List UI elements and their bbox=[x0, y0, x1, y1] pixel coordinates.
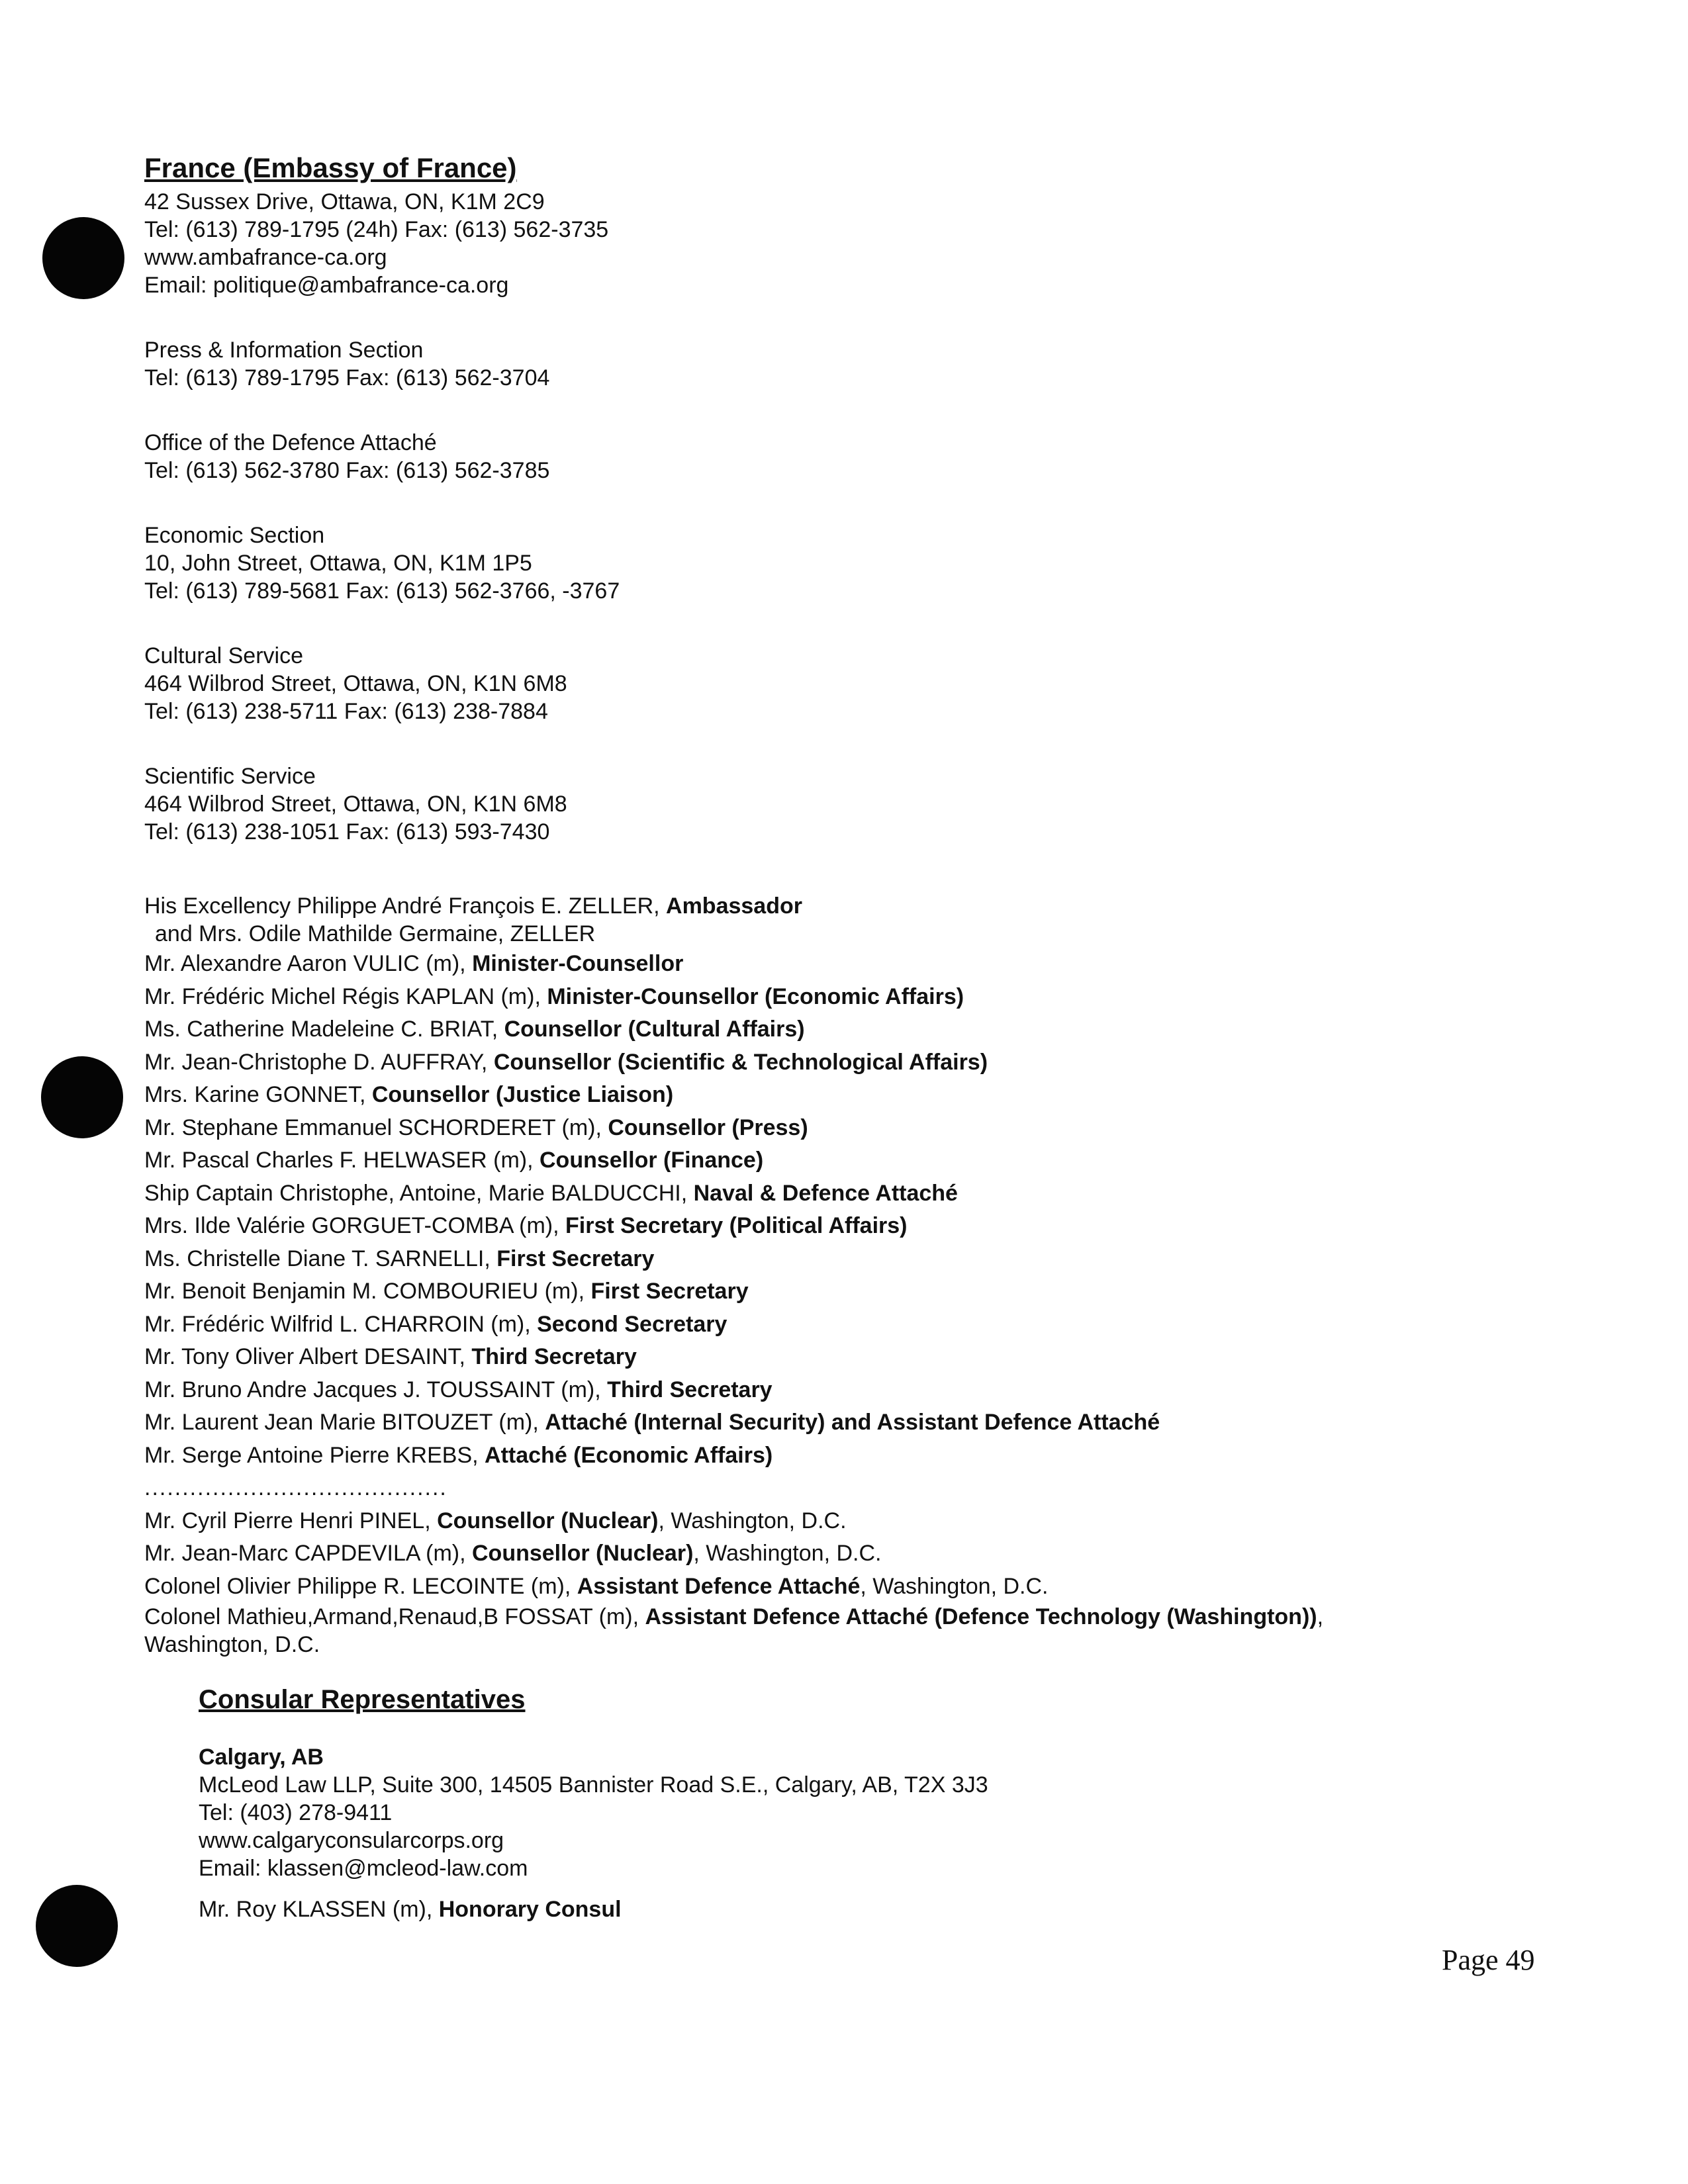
section-phone: Tel: (613) 238-1051 Fax: (613) 593-7430 bbox=[144, 819, 550, 844]
consular-city: Calgary, AB bbox=[199, 1745, 324, 1770]
diplomat-row bbox=[144, 1275, 1508, 1308]
diplomat-title: First Secretary bbox=[496, 1246, 655, 1271]
diplomat-title: Counsellor (Nuclear) bbox=[472, 1541, 694, 1566]
diplomat-title: Third Secretary bbox=[471, 1344, 637, 1369]
section-address: 464 Wilbrod Street, Ottawa, ON, K1N 6M8 bbox=[144, 792, 567, 817]
consul-title: Honorary Consul bbox=[438, 1897, 622, 1922]
ambassador-name: His Excellency Philippe André François E. ZELLER, bbox=[144, 893, 667, 919]
section-economic bbox=[144, 522, 1508, 605]
section-press bbox=[144, 336, 1508, 392]
diplomat-name: Mrs. Karine GONNET, bbox=[144, 1082, 372, 1107]
diplomat-name: Mr. Jean-Marc CAPDEVILA (m), bbox=[144, 1541, 472, 1566]
section-name: Cultural Service bbox=[144, 643, 303, 668]
consular-phone: Tel: (403) 278-9411 bbox=[199, 1800, 393, 1825]
diplomat-name: Mr. Frédéric Michel Régis KAPLAN (m), bbox=[144, 983, 547, 1009]
diplomat-title: Counsellor (Scientific & Technological Affairs) bbox=[493, 1049, 988, 1075]
consular-email: Email: klassen@mcleod-law.com bbox=[199, 1856, 528, 1881]
diplomat-title: Assistant Defence Attaché bbox=[577, 1573, 861, 1599]
consular-heading: Consular Representatives bbox=[199, 1685, 526, 1714]
consular-website: www.calgaryconsularcorps.org bbox=[199, 1828, 504, 1853]
embassy-address: 42 Sussex Drive, Ottawa, ON, K1M 2C9 bbox=[144, 189, 545, 214]
diplomat-title: First Secretary bbox=[590, 1279, 749, 1304]
diplomat-location: , bbox=[1317, 1604, 1324, 1629]
ambassador-entry bbox=[144, 892, 1508, 948]
ambassador-line bbox=[144, 892, 1508, 920]
diplomat-row bbox=[144, 1210, 1508, 1243]
section-defence-attache bbox=[144, 429, 1508, 484]
diplomat-name: Mr. Frédéric Wilfrid L. CHARROIN (m), bbox=[144, 1311, 538, 1337]
consular-address: McLeod Law LLP, Suite 300, 14505 Bannister Road S.E., Calgary, AB, T2X 3J3 bbox=[199, 1772, 988, 1797]
diplomat-location: , Washington, D.C. bbox=[860, 1573, 1049, 1599]
diplomat-name: Colonel Mathieu,Armand,Renaud,B FOSSAT (m), bbox=[144, 1604, 645, 1629]
diplomat-title: Second Secretary bbox=[537, 1311, 727, 1337]
diplomat-location: , Washington, D.C. bbox=[658, 1508, 847, 1533]
section-name: Economic Section bbox=[144, 523, 325, 548]
section-phone: Tel: (613) 238-5711 Fax: (613) 238-7884 bbox=[144, 699, 548, 724]
diplomat-title: Attaché (Internal Security) and Assistant Defence Attaché bbox=[545, 1410, 1160, 1435]
diplomat-name: Mr. Pascal Charles F. HELWASER (m), bbox=[144, 1148, 539, 1173]
section-phone: Tel: (613) 562-3780 Fax: (613) 562-3785 bbox=[144, 458, 550, 483]
section-phone: Tel: (613) 789-5681 Fax: (613) 562-3766, -3767 bbox=[144, 578, 620, 604]
section-phone: Tel: (613) 789-1795 Fax: (613) 562-3704 bbox=[144, 365, 550, 390]
diplomat-name: Colonel Olivier Philippe R. LECOINTE (m), bbox=[144, 1573, 577, 1599]
washington-row bbox=[144, 1537, 1508, 1570]
ambassador-title: Ambassador bbox=[666, 893, 802, 919]
diplomat-name: Mr. Stephane Emmanuel SCHORDERET (m), bbox=[144, 1115, 608, 1140]
diplomat-name: Mrs. Ilde Valérie GORGUET-COMBA (m), bbox=[144, 1213, 566, 1238]
document-body bbox=[144, 151, 1508, 1923]
section-name: Press & Information Section bbox=[144, 338, 424, 363]
section-scientific bbox=[144, 762, 1508, 846]
diplomat-name: Mr. Benoit Benjamin M. COMBOURIEU (m), bbox=[144, 1279, 591, 1304]
section-address: 10, John Street, Ottawa, ON, K1M 1P5 bbox=[144, 551, 532, 576]
consul-row bbox=[199, 1895, 1508, 1923]
diplomat-title: Assistant Defence Attaché (Defence Technology (Washington)) bbox=[645, 1604, 1317, 1629]
page-number: Page 49 bbox=[1442, 1944, 1535, 1976]
diplomat-name: Mr. Tony Oliver Albert DESAINT, bbox=[144, 1344, 472, 1369]
washington-continuation: Washington, D.C. bbox=[144, 1632, 320, 1657]
punch-hole-bottom bbox=[36, 1885, 118, 1967]
diplomat-row bbox=[144, 1079, 1508, 1112]
diplomat-title: Third Secretary bbox=[607, 1377, 773, 1402]
section-address: 464 Wilbrod Street, Ottawa, ON, K1N 6M8 bbox=[144, 671, 567, 696]
diplomat-list bbox=[144, 948, 1508, 1659]
punch-hole-middle bbox=[41, 1056, 123, 1138]
section-cultural bbox=[144, 642, 1508, 725]
diplomat-row bbox=[144, 1243, 1508, 1276]
diplomat-row bbox=[144, 1112, 1508, 1145]
washington-row bbox=[144, 1570, 1508, 1604]
ambassador-spouse: and Mrs. Odile Mathilde Germaine, ZELLER bbox=[155, 921, 596, 946]
diplomat-title: Counsellor (Nuclear) bbox=[437, 1508, 659, 1533]
diplomat-name: Mr. Bruno Andre Jacques J. TOUSSAINT (m), bbox=[144, 1377, 608, 1402]
punch-hole-top bbox=[42, 217, 124, 299]
diplomat-name: Ms. Catherine Madeleine C. BRIAT, bbox=[144, 1017, 504, 1042]
diplomat-row bbox=[144, 1406, 1508, 1439]
embassy-title: France (Embassy of France) bbox=[144, 152, 517, 183]
diplomat-title: Counsellor (Justice Liaison) bbox=[371, 1082, 674, 1107]
diplomat-name: Mr. Cyril Pierre Henri PINEL, bbox=[144, 1508, 438, 1533]
diplomat-row bbox=[144, 1013, 1508, 1046]
diplomat-title: Naval & Defence Attaché bbox=[693, 1180, 958, 1206]
diplomat-title: Counsellor (Press) bbox=[608, 1115, 808, 1140]
diplomat-name: Mr. Alexandre Aaron VULIC (m), bbox=[144, 951, 473, 976]
diplomat-row bbox=[144, 1177, 1508, 1210]
diplomat-title: Minister-Counsellor bbox=[472, 951, 684, 976]
diplomat-name: Ship Captain Christophe, Antoine, Marie BALDUCCHI, bbox=[144, 1180, 694, 1206]
diplomat-location: , Washington, D.C. bbox=[693, 1541, 882, 1566]
embassy-phone: Tel: (613) 789-1795 (24h) Fax: (613) 562-3735 bbox=[144, 217, 609, 242]
diplomat-row bbox=[144, 1439, 1508, 1473]
diplomat-title: Minister-Counsellor (Economic Affairs) bbox=[547, 983, 964, 1009]
diplomat-row bbox=[144, 1144, 1508, 1177]
washington-row bbox=[144, 1505, 1508, 1538]
washington-row bbox=[144, 1603, 1508, 1631]
diplomat-title: Attaché (Economic Affairs) bbox=[485, 1442, 773, 1468]
diplomat-row bbox=[144, 981, 1508, 1014]
diplomat-title: First Secretary (Political Affairs) bbox=[565, 1213, 908, 1238]
diplomat-name: Mr. Serge Antoine Pierre KREBS, bbox=[144, 1442, 485, 1468]
diplomat-title: Counsellor (Finance) bbox=[539, 1148, 764, 1173]
embassy-email: Email: politique@ambafrance-ca.org bbox=[144, 273, 509, 298]
diplomat-row bbox=[144, 1374, 1508, 1407]
consular-block bbox=[199, 1682, 1508, 1923]
embassy-website: www.ambafrance-ca.org bbox=[144, 245, 387, 270]
diplomat-name: Ms. Christelle Diane T. SARNELLI, bbox=[144, 1246, 497, 1271]
dotted-separator: ........................................ bbox=[144, 1475, 447, 1500]
section-name: Scientific Service bbox=[144, 764, 316, 789]
diplomat-row bbox=[144, 1308, 1508, 1342]
diplomat-name: Mr. Laurent Jean Marie BITOUZET (m), bbox=[144, 1410, 545, 1435]
diplomat-name: Mr. Jean-Christophe D. AUFFRAY, bbox=[144, 1049, 494, 1075]
embassy-block bbox=[144, 151, 1508, 299]
diplomat-row bbox=[144, 1046, 1508, 1079]
section-name: Office of the Defence Attaché bbox=[144, 430, 437, 455]
diplomat-row bbox=[144, 948, 1508, 981]
diplomat-title: Counsellor (Cultural Affairs) bbox=[504, 1017, 805, 1042]
consul-name: Mr. Roy KLASSEN (m), bbox=[199, 1897, 439, 1922]
diplomat-row bbox=[144, 1341, 1508, 1374]
